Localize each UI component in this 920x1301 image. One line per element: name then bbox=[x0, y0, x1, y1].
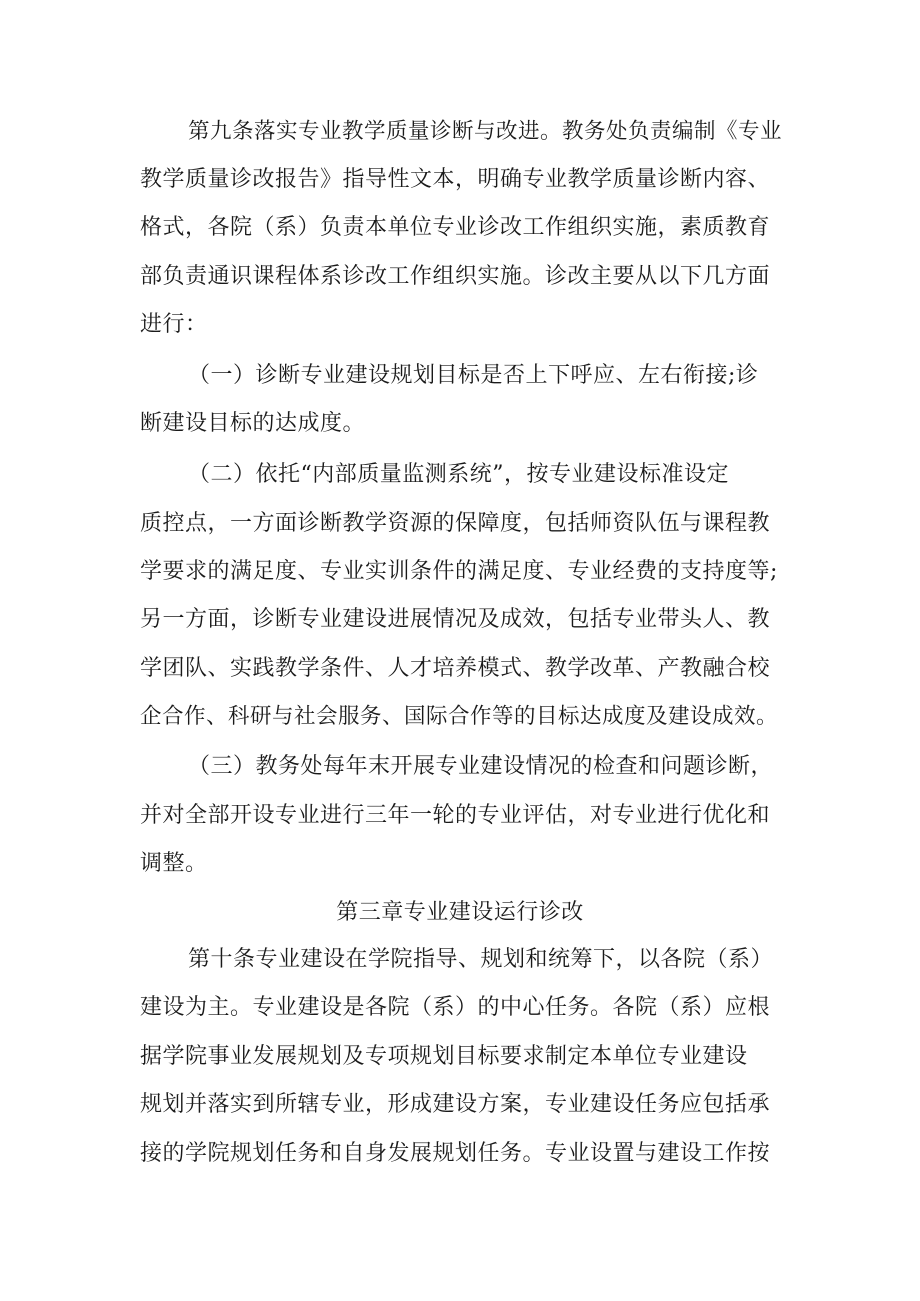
chapter-3-heading: 第三章专业建设运行诊改 bbox=[336, 900, 584, 925]
article-9-line-1: 第九条落实专业教学质量诊断与改进。教务处负责编制《专业 bbox=[188, 119, 783, 144]
item-3-line-2: 并对全部开设专业进行三年一轮的专业评估，对专业进行优化和 bbox=[140, 803, 771, 828]
article-9-line-3: 格式，各院（系）负责本单位专业诊改工作组织实施，素质教育 bbox=[140, 215, 771, 240]
item-2-line-2: 质控点，一方面诊断教学资源的保障度，包括师资队伍与课程教 bbox=[140, 511, 771, 536]
item-2-line-6: 企合作、科研与社会服务、国际合作等的目标达成度及建设成效。 bbox=[140, 704, 779, 729]
item-2-line-5: 学团队、实践教学条件、人才培养模式、教学改革、产教融合校 bbox=[140, 656, 771, 681]
article-10-line-3: 据学院事业发展规划及专项规划目标要求制定本单位专业建设 bbox=[140, 1044, 748, 1069]
article-10-line-5: 接的学院规划任务和自身发展规划任务。专业设置与建设工作按 bbox=[140, 1141, 771, 1166]
article-9-line-2: 教学质量诊改报告》指导性文本，明确专业教学质量诊断内容、 bbox=[140, 167, 771, 192]
item-2-line-1: （二）依托“内部质量监测系统”，按专业建设标准设定 bbox=[188, 462, 729, 487]
article-10-line-4: 规划并落实到所辖专业，形成建设方案，专业建设任务应包括承 bbox=[140, 1092, 771, 1117]
item-1-line-1: （一）诊断专业建设规划目标是否上下呼应、左右衔接;诊 bbox=[188, 363, 759, 388]
article-9-line-5: 进行： bbox=[140, 312, 208, 337]
article-10-line-1: 第十条专业建设在学院指导、规划和统筹下，以各院（系） bbox=[188, 947, 774, 972]
item-3-line-3: 调整。 bbox=[140, 851, 208, 876]
item-3-line-1: （三）教务处每年末开展专业建设情况的检查和问题诊断， bbox=[188, 754, 774, 779]
article-9-line-4: 部负责通识课程体系诊改工作组织实施。诊改主要从以下几方面 bbox=[140, 264, 771, 289]
item-2-line-3: 学要求的满足度、专业实训条件的满足度、专业经费的支持度等; bbox=[140, 559, 778, 584]
article-10-line-2: 建设为主。专业建设是各院（系）的中心任务。各院（系）应根 bbox=[140, 995, 771, 1020]
item-1-line-2: 断建设目标的达成度。 bbox=[140, 411, 366, 436]
item-2-line-4: 另一方面，诊断专业建设进展情况及成效，包括专业带头人、教 bbox=[140, 607, 771, 632]
